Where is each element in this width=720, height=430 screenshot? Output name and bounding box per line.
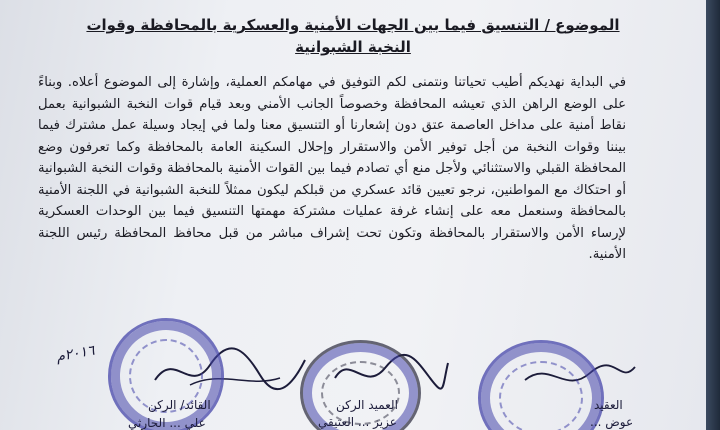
signatory-title-middle: العميد الركن	[336, 398, 398, 412]
official-stamp-left	[100, 310, 231, 430]
subject-line-2: النخبة الشبوانية	[295, 38, 411, 56]
document-subject	[40, 14, 666, 58]
body-paragraph: في البداية نهديكم أطيب تحياتنا ونتمنى لكم التوفيق في مهامكم العملية، وإشارة إلى الموضوع أعلاه. وبناءً على الوضع الراهن الذي تعيشه المحافظة وخصوصاً الجانب الأمني وبعد قيام قوات النخبة الشبوانية بعمل نقاط أمنية على مداخل العاصمة عتق دون إشعارنا أو التنسيق معنا ولما في إيجاد وسيلة عمل مشترك فيما بيننا وقوات النخبة من أجل توفير الأمن والاستقرار وإحلال السكينة العامة بالمحافظة وكما تعرفون وضع المحافظة القبلي والاستثنائي ولأجل منع أي تصادم فيما بين القوات الأمنية بالمحافظة وقوات النخبة الشبوانية أو احتكاك مع المواطنين، نرجو تعيين قائد عسكري من قبلكم ليكون ممثلاً للنخبة الشبوانية في اللجنة الأمنية بالمحافظة وسنعمل معه على إنشاء غرفة عمليات مشتركة مهمتها التنسيق فيما بين الوحدات العسكرية لإرساء الأمن والاستقرار بالمحافظة وتكون تحت إشراف مباشر من قبل محافظ المحافظة رئيس اللجنة الأمنية.	[38, 75, 626, 262]
signatory-title-right: العقيد	[594, 398, 623, 412]
document-body	[38, 72, 626, 266]
signatory-title-left: القائد/ الركن	[148, 398, 211, 412]
signatory-name-right: عوض ...	[590, 415, 634, 429]
official-stamp-right	[478, 340, 604, 430]
signatory-name-left: علي ... الحارثي	[128, 416, 206, 430]
subject-line-1: الموضوع / التنسيق فيما بين الجهات الأمنية والعسكرية بالمحافظة وقوات	[86, 16, 620, 34]
background-edge	[706, 0, 720, 430]
signatory-name-middle: عزيز ... العتيقي	[318, 415, 397, 429]
signature-date: ٢٠١٦م	[54, 342, 96, 366]
